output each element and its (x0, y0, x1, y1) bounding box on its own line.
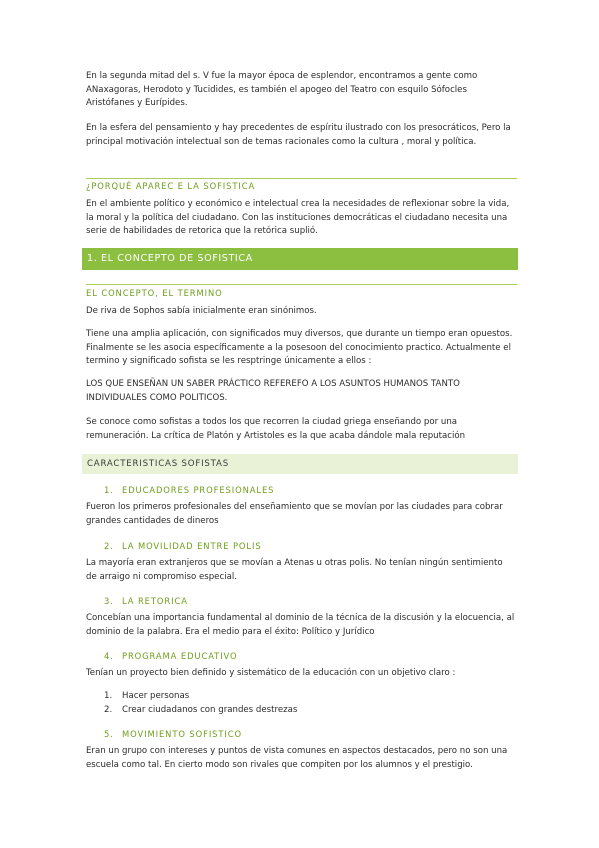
caracteristica-1-number: 1. (104, 485, 114, 495)
caracteristica-5-text: Eran un grupo con intereses y puntos de vista comunes en aspectos destacados, pero no son una escuela como tal. En cierto modo son rivales que compiten por los alumnos y el prestigio. (86, 746, 508, 770)
porque-heading: ¿PORQUÉ APAREC E LA SOFISTICA (86, 181, 256, 191)
caracteristica-5-title: MOVIMIENTO SOFISTICO (122, 729, 243, 739)
caracteristica-4-number: 4. (104, 651, 114, 661)
caracteristica-4-title: PROGRAMA EDUCATIVO (122, 651, 238, 661)
program-list-number: 1. (104, 691, 113, 701)
section-1-title-bar (82, 248, 518, 270)
caracteristica-1-text: Fueron los primeros profesionales del enseñamiento que se movían por las ciudades para cobrar grandes cantidades de dineros (86, 502, 503, 526)
caracteristicas-title-bar (82, 454, 518, 474)
caracteristica-5-heading (104, 729, 242, 739)
program-list-item (104, 704, 297, 718)
program-list-number: 2. (104, 705, 113, 715)
caracteristica-2-number: 2. (104, 541, 114, 551)
concepto-paragraph-2: Tiene una amplia aplicación, con significados muy diversos, que durante un tiempo eran opuestos. Finalmente se les asocia específicamente a la posesoon del conocimiento practico. Actualmente el termino y significado sofista se les resptringe únicamente a ellos : (86, 329, 513, 367)
concepto-paragraph-3: LOS QUE ENSEÑAN UN SABER PRÁCTICO REFEREFO A LOS ASUNTOS HUMANOS TANTO INDIVIDUALES COMO POLITICOS. (86, 379, 460, 403)
program-list-text: Hacer personas (122, 691, 190, 701)
caracteristica-2-title: LA MOVILIDAD ENTRE POLIS (122, 541, 262, 551)
concepto-heading: EL CONCEPTO, EL TERMINO (86, 288, 223, 298)
concepto-paragraph-4: Se conoce como sofistas a todos los que recorren la ciudad griega enseñando por una remuneración. La crítica de Platón y Artistoles es la que acaba dándole mala reputación (86, 417, 466, 441)
caracteristica-3-text: Concebían una importancia fundamental al dominio de la técnica de la discusión y la elocuencia, al dominio de la palabra. Era el medio para el éxito: Político y Jurídico (86, 613, 515, 637)
caracteristica-3-title: LA RETORICA (122, 596, 188, 606)
caracteristica-4-text: Tenían un proyecto bien definido y sistemático de la educación con un objetivo claro : (86, 668, 456, 678)
porque-paragraph: En el ambiente político y económico e intelectual crea la necesidades de reflexionar sobre la vida, la moral y la política del ciudadano. Con las instituciones democráticas el ciudadano necesita una serie de habilidades de retorica que la retórica suplió. (86, 199, 510, 237)
caracteristicas-title: CARACTERISTICAS SOFISTAS (87, 459, 229, 469)
caracteristica-1-title: EDUCADORES PROFESIONALES (122, 485, 275, 495)
caracteristica-4-heading (104, 651, 238, 661)
caracteristica-2-text: La mayoría eran extranjeros que se movían a Atenas u otras polis. No tenían ningún sentimiento de arraigo ni compromiso especial. (86, 558, 503, 582)
porque-rule (86, 178, 517, 179)
concepto-paragraph-1: De riva de Sophos sabía inicialmente eran sinónimos. (86, 306, 317, 316)
section-1-title: 1. EL CONCEPTO DE SOFISTICA (87, 253, 253, 264)
program-list-text: Crear ciudadanos con grandes destrezas (122, 705, 298, 715)
concepto-rule (86, 284, 517, 285)
intro-paragraph-2: En la esfera del pensamiento y hay precedentes de espíritu ilustrado con los presocráticos, Pero la principal motivación intelectual son de temas racionales como la cultura , moral y política. (86, 123, 511, 147)
intro-paragraph-1: En la segunda mitad del s. V fue la mayor época de esplendor, encontramos a gente como ANaxagoras, Herodoto y Tucidides, es también el apogeo del Teatro con esquilo Sófocles Aristófanes y Eurípides. (86, 71, 478, 109)
caracteristica-5-number: 5. (104, 729, 114, 739)
caracteristica-3-number: 3. (104, 596, 114, 606)
caracteristica-2-heading (104, 541, 262, 551)
program-list-item (104, 690, 189, 704)
caracteristica-3-heading (104, 596, 188, 606)
caracteristica-1-heading (104, 485, 274, 495)
